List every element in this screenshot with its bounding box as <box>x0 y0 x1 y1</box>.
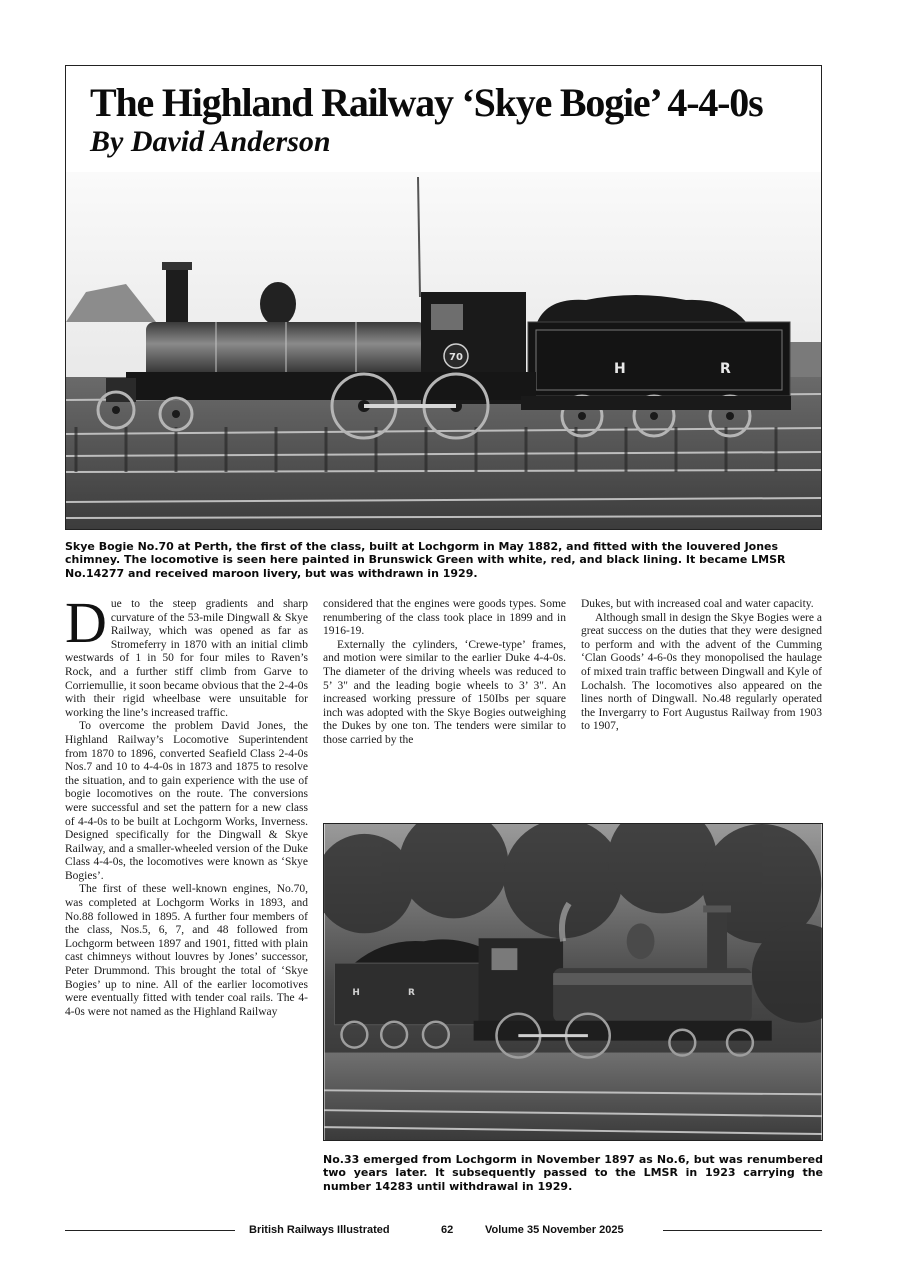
article-paragraph: Although small in design the Skye Bogies were a great success on the duties that they were designed to perform and with the advent of the Cumming ‘Clan Goods’ 4-6-0s they monopolised the haulage of mixed train traffic between Dingwall and Kyle of Lochalsh. The locomotives also appeared on the lines north of Dingwall. No.48 regularly operated the Invergarry to Fort Augustus Railway from 1903 to 1907, <box>581 611 822 733</box>
article-column-3 <box>581 598 822 734</box>
skye-bogie-33-image <box>324 824 822 1140</box>
photo-caption-top: Skye Bogie No.70 at Perth, the first of the class, built at Lochgorm in May 1882, and fitted with the louvered Jones chimney. The locomotive is seen here painted in Brunswick Green with white, red, and black lining. It became LMSR No.14277 and received maroon livery, but was withdrawn in 1929. <box>65 540 786 580</box>
tender-letter-r: R <box>720 361 731 377</box>
footer-issue: Volume 35 November 2025 <box>485 1224 624 1236</box>
article-paragraph: To overcome the problem David Jones, the Highland Railway’s Locomotive Superintendent from 1870 to 1896, converted Seafield Class 2-4-0s Nos.7 and 10 to 4-4-0s in 1873 and 1875 to resolve the situation, and to gain experience with the use of bogie locomotives on the route. The conversions were successful and set the pattern for a new class of 4-4-0s to be built at Lochgorm Works, Inverness. Designed specifically for the Dingwall & Skye Railway, and a smaller-wheeled version of the Duke Class 4-4-0s, the locomotives were known as ‘Skye Bogies’. <box>65 720 308 882</box>
article-paragraph: Dukes, but with increased coal and water capacity. <box>581 598 814 610</box>
photo-caption-bottom: No.33 emerged from Lochgorm in November 1897 as No.6, but was renumbered two years later. It subsequently passed to the LMSR in 1923 carrying the number 14283 until withdrawal in 1929. <box>323 1153 823 1193</box>
footer-rule-right <box>663 1230 822 1231</box>
paragraph-text: ue to the steep gradients and sharp curvature of the 53-mile Dingwall & Skye Railway, which was opened as far as Stromeferry in 1870 with an initial climb westwards of 1 in 50 for four miles to Raven’s Rock, and a further stiff climb from Garve to Corriemullie, it soon became obvious that the 2-4-0s with their rigid wheelbase were unsuitable for working the line’s increased traffic. <box>65 598 308 719</box>
footer-page-number: 62 <box>441 1224 454 1236</box>
drop-cap: D <box>65 590 107 655</box>
title-photo-frame <box>65 65 822 530</box>
article-paragraph: The first of these well-known engines, No.70, was completed at Lochgorm Works in 1893, and No.88 followed in 1895. A further four members of the class, Nos.5, 6, 7, and 48 followed from Lochgorm between 1897 and 1901, fitted with plain cast chimneys without louvres by Jones’ successor, Peter Drummond. This brought the total of ‘Skye Bogies’ up to nine. All of the earlier locomotives were eventually fitted with tender coal rails. The 4-4-0s were not named as the Highland Railway <box>65 883 308 1018</box>
article-paragraph <box>65 590 308 720</box>
article-paragraph: considered that the engines were goods types. Some renumbering of the class took place in 1899 and in 1916-19. <box>323 598 566 638</box>
loco-number-plate: 70 <box>449 352 463 363</box>
skye-bogie-70-photo <box>66 172 821 530</box>
skye-bogie-33-photo <box>323 823 823 1141</box>
article-byline: By David Anderson <box>90 125 331 158</box>
article-column-2 <box>323 598 566 748</box>
page-footer <box>65 1222 822 1238</box>
tender-letter-h: H <box>614 361 626 377</box>
article-title: The Highland Railway ‘Skye Bogie’ 4-4-0s <box>90 80 763 125</box>
article-paragraph: Externally the cylinders, ‘Crewe-type’ frames, and motion were similar to the earlier Duke 4-4-0s. The diameter of the driving wheels was reduced to 5’ 3" and the leading bogie wheels to 3’ 3". An increased working pressure of 150Ibs per square inch was adopted with the Skye Bogies outweighing the Dukes by one ton. The tenders were similar to those carried by the <box>323 638 566 746</box>
footer-rule-left <box>65 1230 235 1231</box>
article-column-1 <box>65 590 308 1019</box>
footer-publication: British Railways Illustrated <box>249 1224 390 1236</box>
tender-letter-h: H <box>352 987 360 998</box>
tender-letter-r: R <box>408 987 415 998</box>
